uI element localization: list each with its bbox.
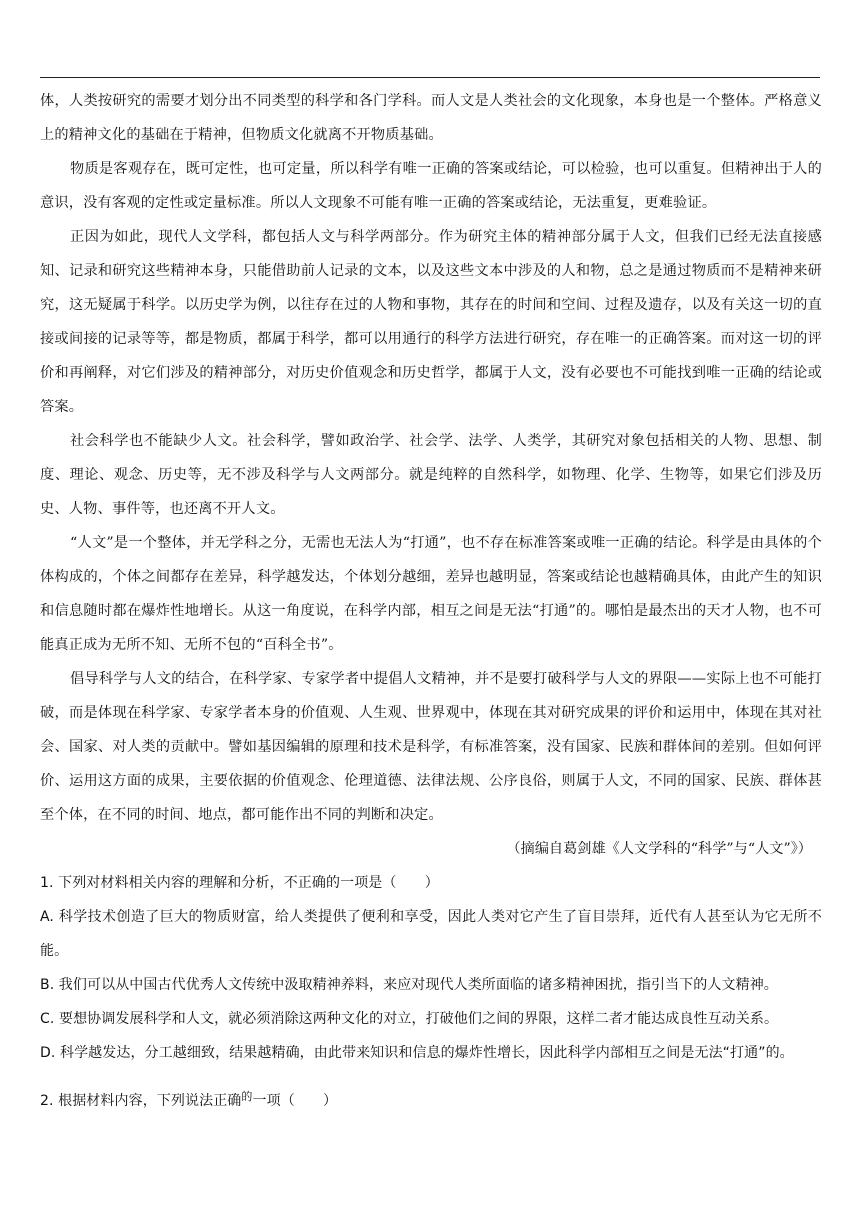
question-2-stem [40,1084,822,1119]
passage-paragraph: 正因为如此，现代人文学科，都包括人文与科学两部分。作为研究主体的精神部分属于人文，但我们已经无法直接感知、记录和研究这些精神本身，只能借助前人记录的文本，以及这些文本中涉及的人和物，总之是通过物质而不是精神来研究，这无疑属于科学。以历史学为例，以往存在过的人物和事物，其存在的时间和空间、过程及遗存，以及有关这一切的直接或间接的记录等等，都是物质，都属于科学，都可以用通行的科学方法进行研究，存在唯一的正确答案。而对这一切的评价和再阐释，对它们涉及的精神部分，对历史价值观念和历史哲学，都属于人文，没有必要也不可能找到唯一正确的结论或答案。 [40,229,822,415]
question-1-option-b: B. 我们可以从中国古代优秀人文传统中汲取精神养料，来应对现代人类所面临的诸多精神困扰，指引当下的人文精神。 [40,977,778,993]
passage-paragraph: 倡导科学与人文的结合，在科学家、专家学者中提倡人文精神，并不是要打破科学与人文的界限——实际上也不可能打破，而是体现在科学家、专家学者本身的价值观、人生观、世界观中，体现在其对研究成果的评价和运用中，体现在其对社会、国家、对人类的贡献中。譬如基因编辑的原理和技术是科学，有标准答案，没有国家、民族和群体间的差别。但如何评价、运用这方面的成果，主要依据的价值观念、伦理道德、法律法规、公序良俗，则属于人文，不同的国家、民族、群体甚至个体，在不同的时间、地点，都可能作出不同的判断和决定。 [40,671,822,823]
question-1-stem: 1. 下列对材料相关内容的理解和分析，不正确的一项是（ ） [40,875,439,891]
question-2-stem-superscript: 的 [241,1090,253,1103]
question-2-stem-part: 2. 根据材料内容，下列说法正确 [40,1093,242,1109]
passage-paragraph-continued: 体，人类按研究的需要才划分出不同类型的科学和各门学科。而人文是人类社会的文化现象，本身也是一个整体。严格意义上的精神文化的基础在于精神，但物质文化就离不开物质基础。 [40,93,822,143]
passage-paragraph: 社会科学也不能缺少人文。社会科学，譬如政治学、社会学、法学、人类学，其研究对象包括相关的人物、思想、制度、理论、观念、历史等，无不涉及科学与人文两部分。就是纯粹的自然科学，如物理、化学、生物等，如果它们涉及历史、人物、事件等，也还离不开人文。 [40,433,822,517]
passage-paragraph: 物质是客观存在，既可定性，也可定量，所以科学有唯一正确的答案或结论，可以检验，也可以重复。但精神出于人的意识，没有客观的定性或定量标准。所以人文现象不可能有唯一正确的答案或结论，无法重复，更难验证。 [40,161,822,211]
question-2-stem-part: 一项（ ） [252,1093,338,1109]
question-1-option-c: C. 要想协调发展科学和人文，就必须消除这两种文化的对立，打破他们之间的界限，这样二者才能达成良性互动关系。 [40,1011,779,1027]
header-rule [40,77,820,78]
passage-source: （摘编自葛剑雄《人文学科的“科学”与“人文”》） [506,841,812,857]
question-1-option-d: D. 科学越发达，分工越细致，结果越精确，由此带来知识和信息的爆炸性增长，因此科学内部相互之间是无法“打通”的。 [40,1045,794,1061]
document-body [40,84,822,1119]
question-1-option-a: A. 科学技术创造了巨大的物质财富，给人类提供了便利和享受，因此人类对它产生了盲目崇拜，近代有人甚至认为它无所不能。 [40,909,822,959]
passage-paragraph: “人文”是一个整体，并无学科之分，无需也无法人为“打通”，也不存在标准答案或唯一正确的结论。科学是由具体的个体构成的，个体之间都存在差异，科学越发达，个体划分越细，差异也越明显，答案或结论也越精确具体，由此产生的知识和信息随时都在爆炸性地增长。从这一角度说，在科学内部，相互之间是无法“打通”的。哪怕是最杰出的天才人物，也不可能真正成为无所不知、无所不包的“百科全书”。 [40,535,822,653]
